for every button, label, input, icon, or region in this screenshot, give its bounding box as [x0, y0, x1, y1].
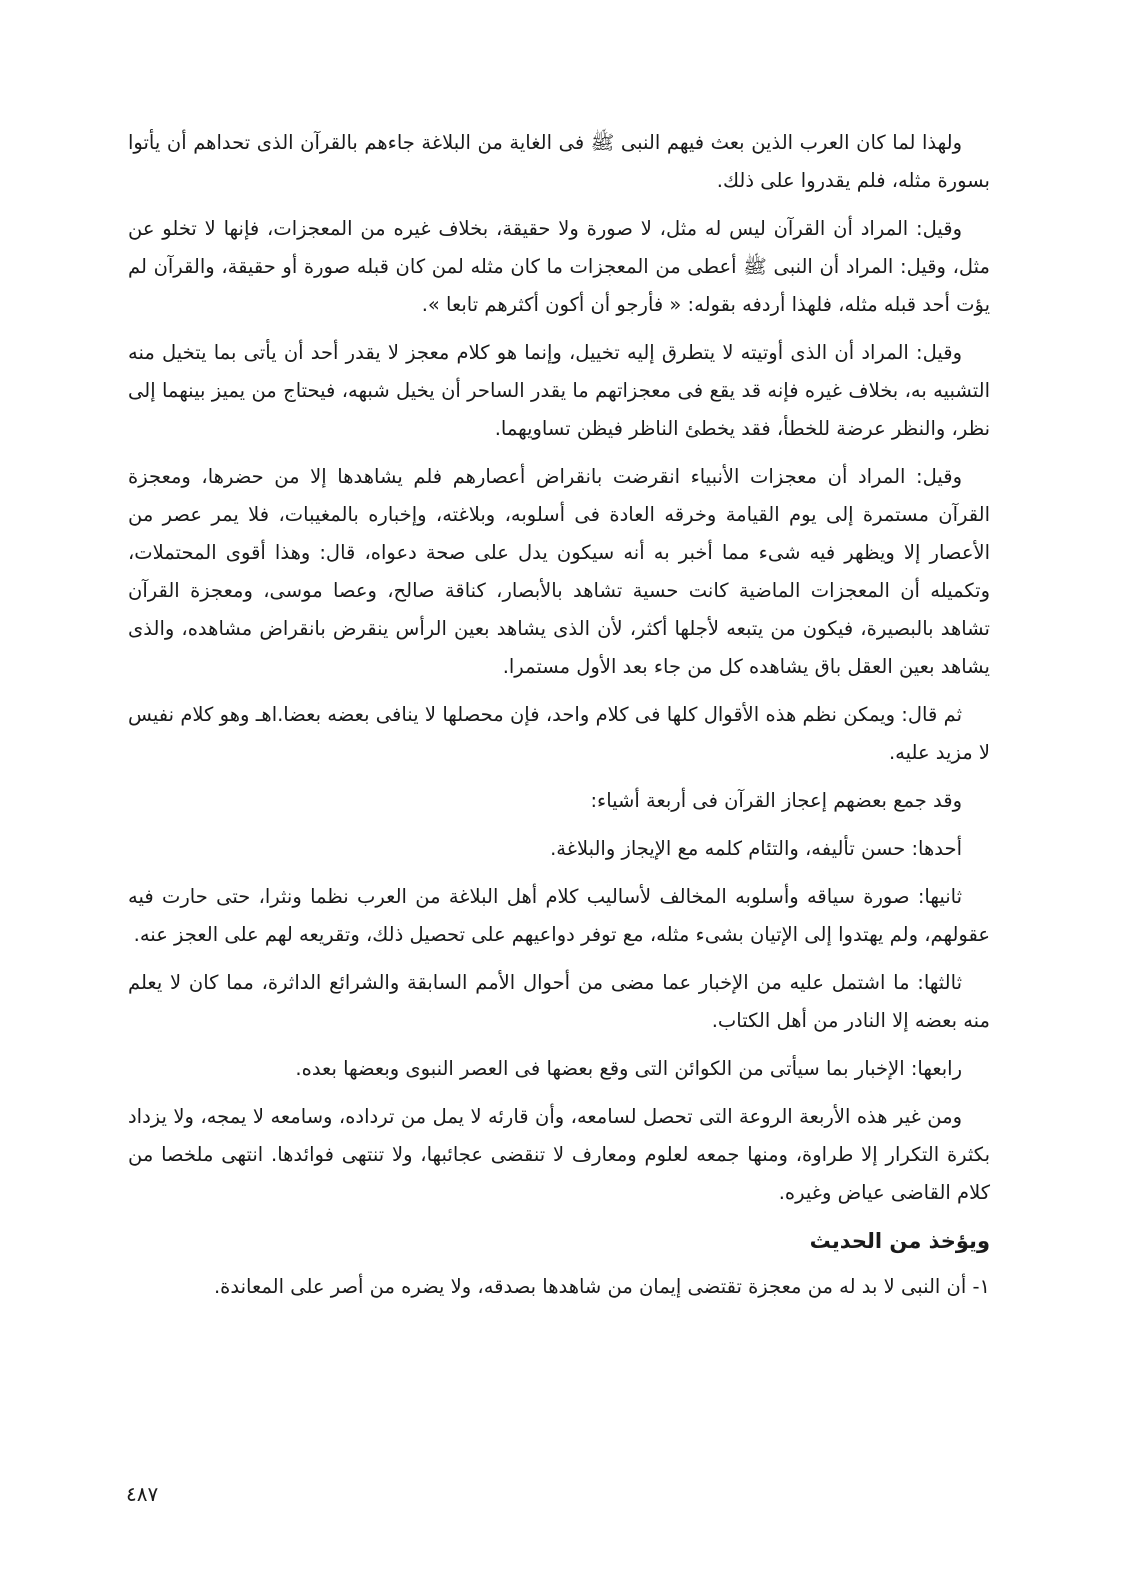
paragraph: ومن غير هذه الأربعة الروعة التى تحصل لسامعه، وأن قارئه لا يمل من ترداده، وسامعه لا يمجه، ولا يزداد بكثرة التكرار إلا طراوة، ومنها جمعه لعلوم ومعارف لا تنقضى عجائبها، ولا تنتهى فوائدها. انتهى ملخصا من كلام القاضى عياض وغيره. [128, 1105, 990, 1204]
paragraph: وقيل: المراد أن معجزات الأنبياء انقرضت بانقراض أعصارهم فلم يشاهدها إلا من حضرها، ومعجزة القرآن مستمرة إلى يوم القيامة وخرقه العادة فى أسلوبه، وبلاغته، وإخباره بالمغيبات، فلا يمر عصر من الأعصار إلا ويظهر فيه شىء مما أخبر به أنه سيكون يدل على صحة دعواه، قال: وهذا أقوى المحتملات، وتكميله أن المعجزات الماضية كانت حسية تشاهد بالأبصار، كناقة صالح، وعصا موسى، ومعجزة القرآن تشاهد بالبصيرة، فيكون من يتبعه لأجلها أكثر، لأن الذى يشاهد بعين الرأس ينقرض بانقراض مشاهده، والذى يشاهد بعين العقل باق يشاهده كل من جاء بعد الأول مستمرا. [128, 465, 990, 678]
paragraph: وقيل: المراد أن القرآن ليس له مثل، لا صورة ولا حقيقة، بخلاف غيره من المعجزات، فإنها لا تخلو عن مثل، وقيل: المراد أن النبى ﷺ أعطى من المعجزات ما كان مثله لمن كان قبله صورة أو حقيقة، والقرآن لم يؤت أحد قبله مثله، فلهذا أردفه بقوله: « فأرجو أن أكون أكثرهم تابعا ». [128, 217, 990, 316]
paragraph: رابعها: الإخبار بما سيأتى من الكوائن التى وقع بعضها فى العصر النبوى وبعضها بعده. [295, 1057, 962, 1080]
page-number: ٤٨٧ [126, 1482, 159, 1506]
page-body [128, 124, 990, 1316]
paragraph: وقد جمع بعضهم إعجاز القرآن فى أربعة أشياء: [590, 789, 962, 812]
paragraph: أحدها: حسن تأليفه، والتئام كلمه مع الإيجاز والبلاغة. [550, 837, 962, 860]
paragraph: ولهذا لما كان العرب الذين بعث فيهم النبى ﷺ فى الغاية من البلاغة جاءهم بالقرآن الذى تحداهم أن يأتوا بسورة مثله، فلم يقدروا على ذلك. [128, 131, 990, 192]
list-item: ١- أن النبى لا بد له من معجزة تقتضى إيمان من شاهدها بصدقه، ولا يضره من أصر على المعاندة. [213, 1275, 990, 1298]
paragraph: ثانيها: صورة سياقه وأسلوبه المخالف لأساليب كلام أهل البلاغة من العرب نظما ونثرا، حتى حارت فيه عقولهم، ولم يهتدوا إلى الإتيان بشىء مثله، مع توفر دواعيهم على تحصيل ذلك، وتقريعه لهم على العجز عنه. [128, 885, 990, 946]
section-heading: ويؤخذ من الحديث [809, 1229, 990, 1253]
paragraph: ثالثها: ما اشتمل عليه من الإخبار عما مضى من أحوال الأمم السابقة والشرائع الداثرة، مما كان لا يعلم منه بعضه إلا النادر من أهل الكتاب. [128, 971, 990, 1032]
paragraph: ثم قال: ويمكن نظم هذه الأقوال كلها فى كلام واحد، فإن محصلها لا ينافى بعضه بعضا.اهـ وهو كلام نفيس لا مزيد عليه. [128, 703, 990, 764]
paragraph: وقيل: المراد أن الذى أوتيته لا يتطرق إليه تخييل، وإنما هو كلام معجز لا يقدر أحد أن يأتى بما يتخيل منه التشبيه به، بخلاف غيره فإنه قد يقع فى معجزاتهم ما يقدر الساحر أن يخيل شبهه، فيحتاج من يميز بينهما إلى نظر، والنظر عرضة للخطأ، فقد يخطئ الناظر فيظن تساويهما. [128, 341, 990, 440]
